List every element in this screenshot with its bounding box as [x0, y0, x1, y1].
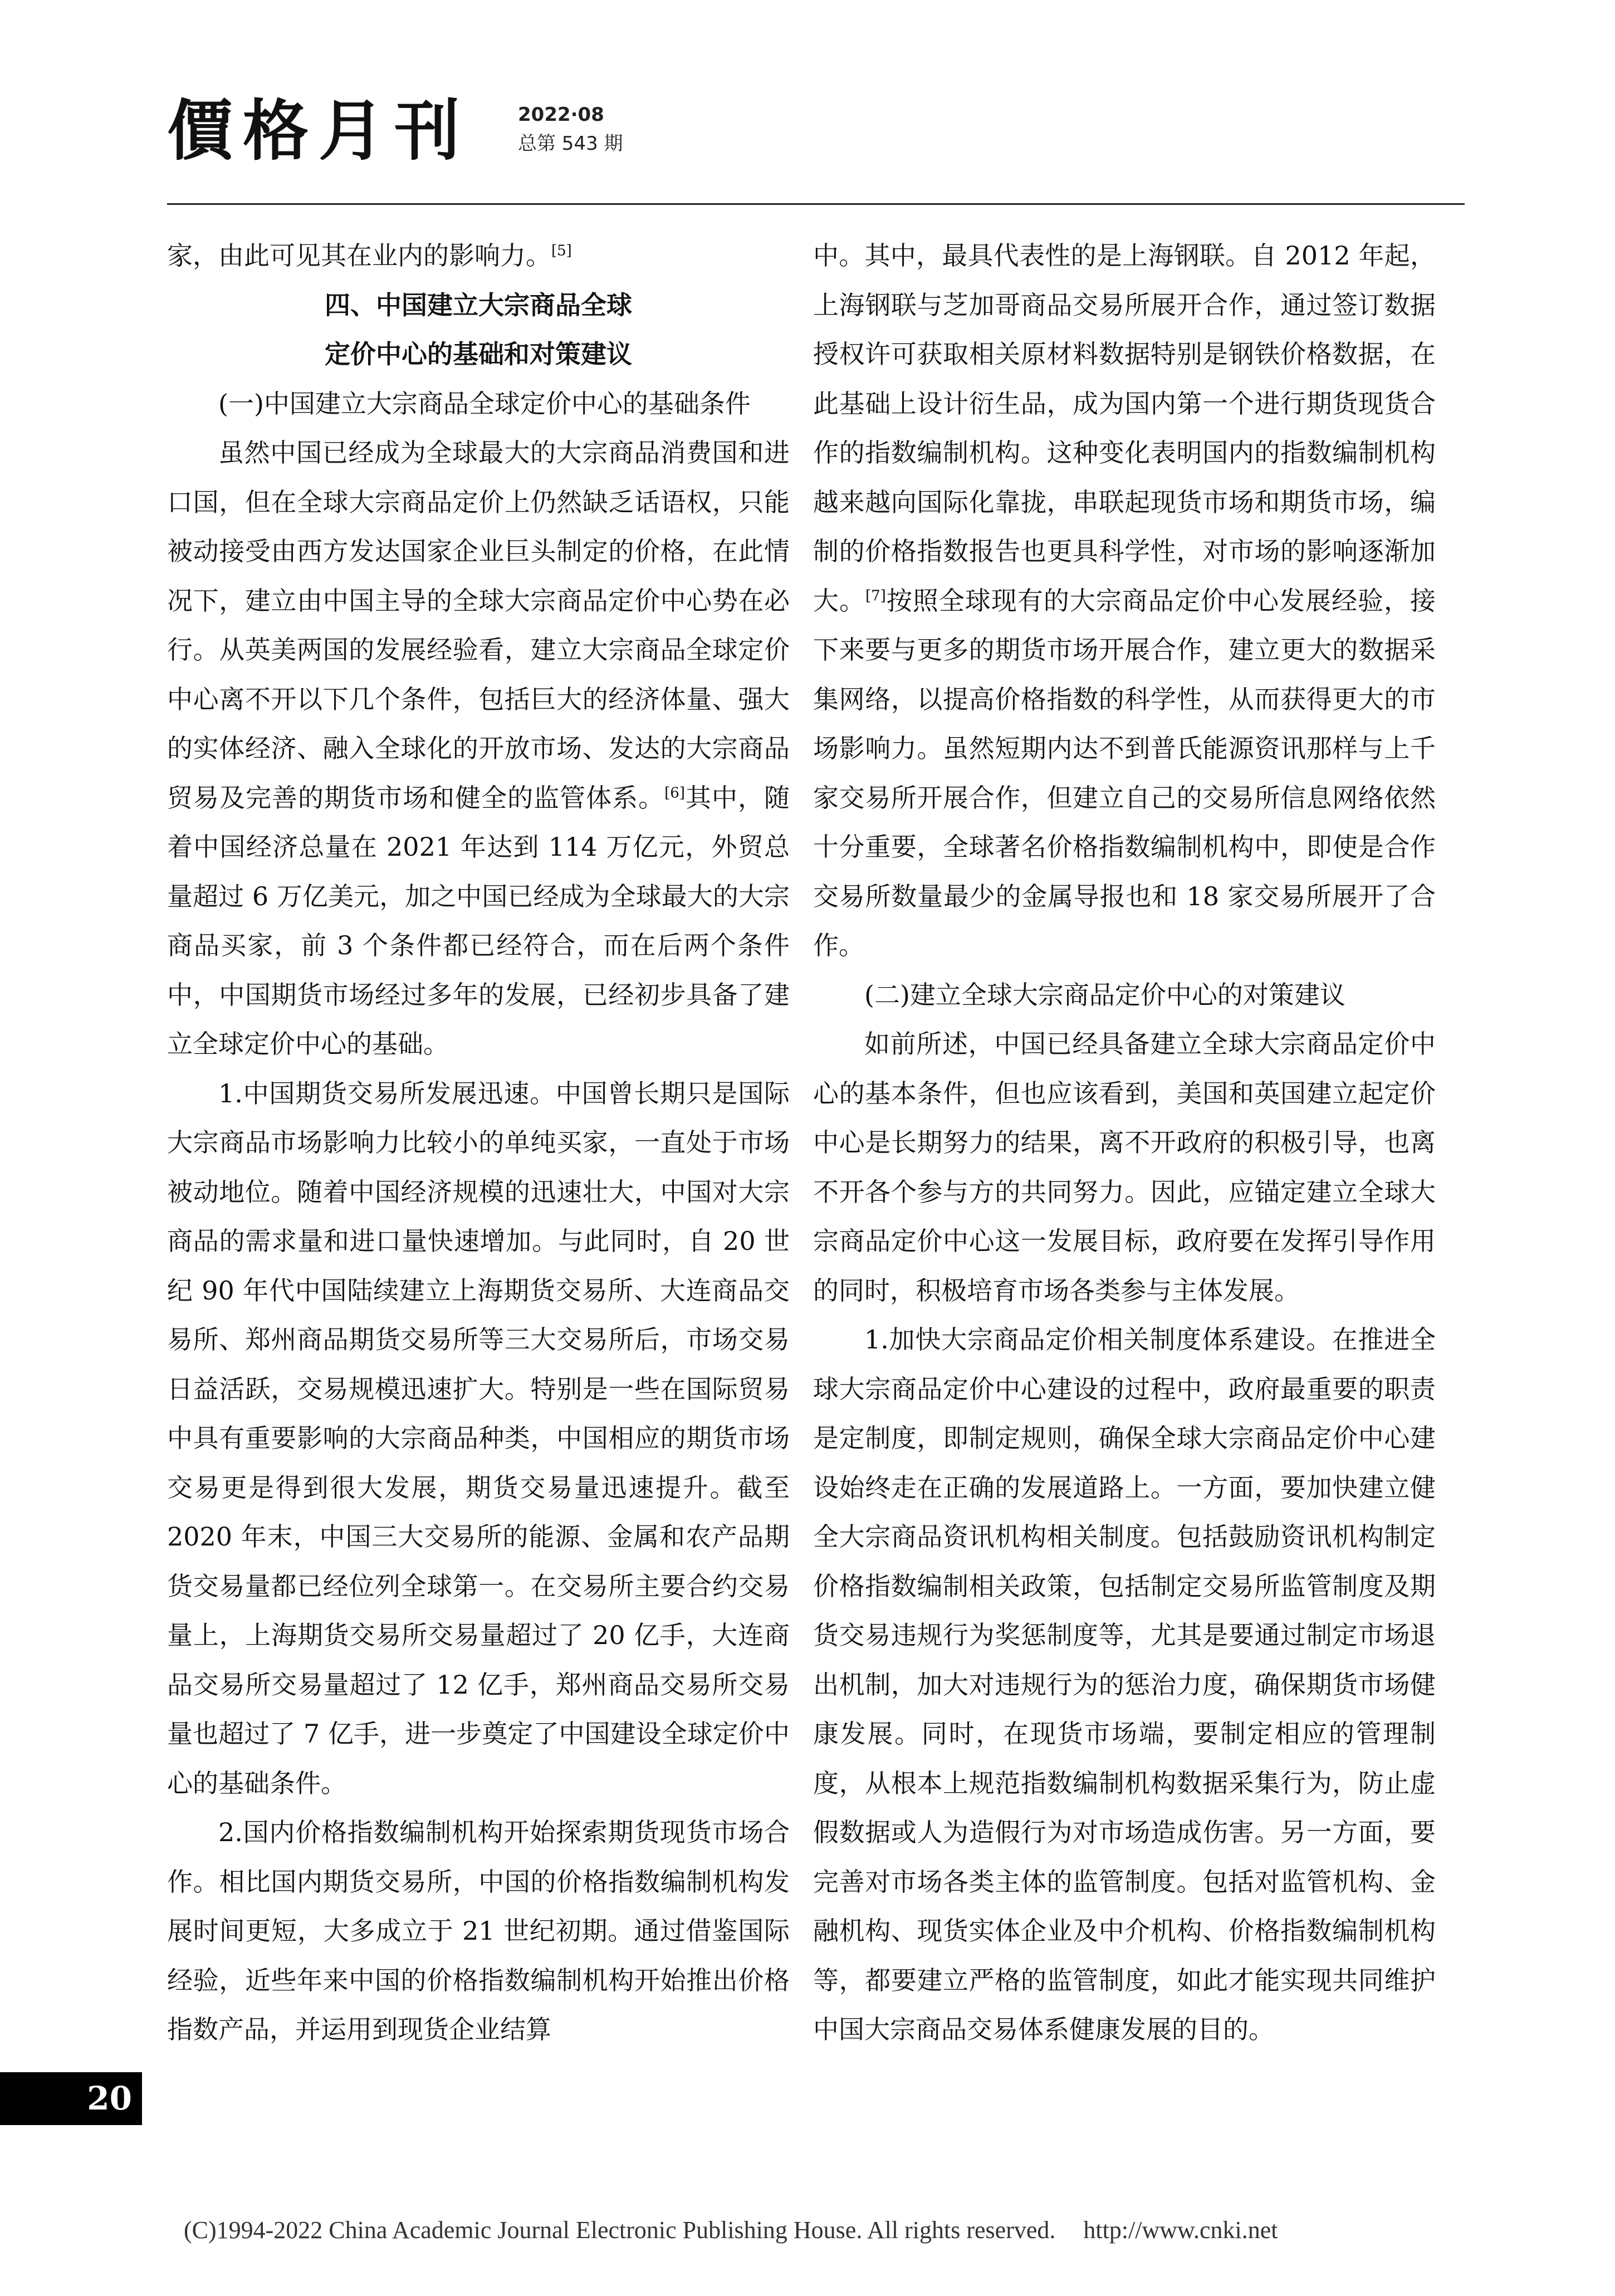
paragraph: 1.中国期货交易所发展迅速。中国曾长期只是国际大宗商品市场影响力比较小的单纯买家，一直处于市场被动地位。随着中国经济规模的迅速壮大，中国对大宗商品的需求量和进口量快速增加。与此同时，自 20 世纪 90 年代中国陆续建立上海期货交易所、大连商品交易所、郑州商品期货交易所等三大交易所后，市场交易日益活跃，交易规模迅速扩大。特别是一些在国际贸易中具有重要影响的大宗商品种类，中国相应的期货市场交易更是得到很大发展，期货交易量迅速提升。截至 2020 年末，中国三大交易所的能源、金属和农产品期货交易量都已经位列全球第一。在交易所主要合约交易量上，上海期货交易所交易量超过了 20 亿手，大连商品交易所交易量超过了 12 亿手，郑州商品交易所交易量也超过了 7 亿手，进一步奠定了中国建设全球定价中心的基础条件。	[167, 1078, 790, 1798]
section-heading: 定价中心的基础和对策建议	[325, 339, 632, 369]
paragraph: 1.加快大宗商品定价相关制度体系建设。在推进全球大宗商品定价中心建设的过程中，政府最重要的职责是定制度，即制定规则，确保全球大宗商品定价中心建设始终走在正确的发展道路上。一方面，要加快建立健全大宗商品资讯机构相关制度。包括鼓励资讯机构制定价格指数编制相关政策，包括制定交易所监管制度及期货交易违规行为奖惩制度等，尤其是要通过制定市场退出机制，加大对违规行为的惩治力度，确保期货市场健康发展。同时，在现货市场端，要制定相应的管理制度，从根本上规范指数编制机构数据采集行为，防止虚假数据或人为造假行为对市场造成伤害。另一方面，要完善对市场各类主体的监管制度。包括对监管机构、金融机构、现货实体企业及中介机构、价格指数编制机构等，都要建立严格的监管制度，如此才能实现共同维护中国大宗商品交易体系健康发展的目的。	[813, 1324, 1436, 2044]
journal-header	[167, 67, 1465, 195]
issue-total: 总第 543 期	[518, 133, 623, 155]
subsection-heading: (一)中国建立大宗商品全球定价中心的基础条件	[218, 388, 751, 419]
page-number: 20	[0, 2072, 142, 2125]
paragraph: 如前所述，中国已经具备建立全球大宗商品定价中心的基本条件，但也应该看到，美国和英国建立起定价中心是长期努力的结果，离不开政府的积极引导，也离不开各个参与方的共同努力。因此，应锚定建立全球大宗商品定价中心这一发展目标，政府要在发挥引导作用的同时，积极培育市场各类参与主体发展。	[813, 1029, 1436, 1306]
paragraph: 虽然中国已经成为全球最大的大宗商品消费国和进口国，但在全球大宗商品定价上仍然缺乏话语权，只能被动接受由西方发达国家企业巨头制定的价格，在此情况下，建立由中国主导的全球大宗商品定价中心势在必行。从英美两国的发展经验看，建立大宗商品全球定价中心离不开以下几个条件，包括巨大的经济体量、强大的实体经济、融入全球化的开放市场、发达的大宗商品贸易及完善的期货市场和健全的监管体系。[6]其中，随着中国经济总量在 2021 年达到 114 万亿元，外贸总量超过 6 万亿美元，加之中国已经成为全球最大的大宗商品买家，前 3 个条件都已经符合，而在后两个条件中，中国期货市场经过多年的发展，已经初步具备了建立全球定价中心的基础。	[167, 438, 790, 1059]
left-column	[167, 231, 790, 2054]
citation-ref[interactable]: [7]	[865, 587, 886, 605]
paragraph: 2.国内价格指数编制机构开始探索期货现货市场合作。相比国内期货交易所，中国的价格指数编制机构发展时间更短，大多成立于 21 世纪初期。通过借鉴国际经验，近些年来中国的价格指数编制机构开始推出价格指数产品，并运用到现货企业结算	[167, 1817, 790, 2044]
copyright-notice: (C)1994-2022 China Academic Journal Electronic Publishing House. All rights reserved.	[184, 2216, 1056, 2244]
citation-ref[interactable]: [5]	[551, 242, 572, 259]
citation-ref[interactable]: [6]	[664, 784, 685, 802]
paragraph: 家，由此可见其在业内的影响力。[5]	[167, 241, 572, 271]
footer	[184, 2216, 1278, 2244]
journal-logo: 價格月刊	[167, 92, 471, 169]
footer-url[interactable]: http://www.cnki.net	[1083, 2216, 1278, 2244]
right-column	[813, 231, 1436, 2054]
section-heading: 四、中国建立大宗商品全球	[325, 290, 632, 320]
header-rule	[167, 203, 1465, 205]
issue-info	[518, 100, 623, 158]
issue-year: 2022·08	[518, 104, 604, 126]
paragraph: 中。其中，最具代表性的是上海钢联。自 2012 年起，上海钢联与芝加哥商品交易所展开合作，通过签订数据授权许可获取相关原材料数据特别是钢铁价格数据，在此基础上设计衍生品，成为国内第一个进行期货现货合作的指数编制机构。这种变化表明国内的指数编制机构越来越向国际化靠拢，串联起现货市场和期货市场，编制的价格指数报告也更具科学性，对市场的影响逐渐加大。[7]按照全球现有的大宗商品定价中心发展经验，接下来要与更多的期货市场开展合作，建立更大的数据采集网络，以提高价格指数的科学性，从而获得更大的市场影响力。虽然短期内达不到普氏能源资讯那样与上千家交易所开展合作，但建立自己的交易所信息网络依然十分重要，全球著名价格指数编制机构中，即使是合作交易所数量最少的金属导报也和 18 家交易所展开了合作。	[813, 241, 1436, 960]
subsection-heading: (二)建立全球大宗商品定价中心的对策建议	[864, 979, 1345, 1010]
